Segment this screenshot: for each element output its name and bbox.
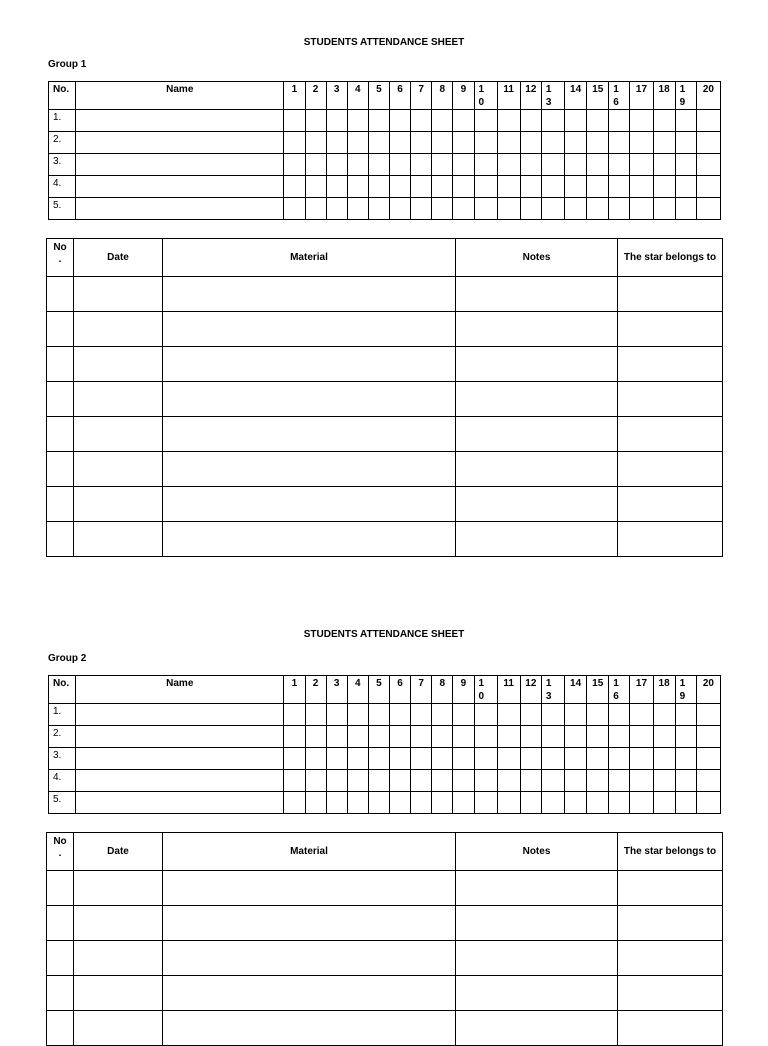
column-header-date: Date <box>74 239 163 277</box>
column-header-day: 4 <box>347 82 368 110</box>
sheet-title: STUDENTS ATTENDANCE SHEET <box>303 629 465 640</box>
column-header-day: 18 <box>653 676 675 704</box>
notes-cell[interactable] <box>456 452 618 487</box>
table-row <box>47 487 723 522</box>
star-cell[interactable] <box>618 1011 723 1046</box>
column-header-notes: Notes <box>456 833 618 871</box>
column-header-no: No. <box>49 82 76 110</box>
notes-cell[interactable] <box>456 417 618 452</box>
table-row <box>47 417 723 452</box>
row-number: 2. <box>49 726 76 748</box>
date-cell[interactable] <box>74 347 163 382</box>
column-header-day: 1 <box>284 82 305 110</box>
name-cell[interactable] <box>76 770 284 792</box>
column-header-no: No . <box>47 239 74 277</box>
table-row <box>49 110 721 132</box>
row-number: 5. <box>49 792 76 814</box>
star-cell[interactable] <box>618 382 723 417</box>
column-header-day: 3 <box>326 82 347 110</box>
notes-cell[interactable] <box>456 487 618 522</box>
star-cell[interactable] <box>618 452 723 487</box>
name-cell[interactable] <box>76 704 284 726</box>
date-cell[interactable] <box>74 417 163 452</box>
table-row <box>49 704 721 726</box>
column-header-no: No. <box>49 676 76 704</box>
notes-cell[interactable] <box>456 382 618 417</box>
date-cell[interactable] <box>74 941 163 976</box>
star-cell[interactable] <box>618 871 723 906</box>
column-header-day: 1 6 <box>609 676 630 704</box>
column-header-day: 1 9 <box>675 676 696 704</box>
name-cell[interactable] <box>76 154 284 176</box>
column-header-name: Name <box>76 676 284 704</box>
date-cell[interactable] <box>74 487 163 522</box>
material-cell[interactable] <box>163 871 456 906</box>
material-cell[interactable] <box>163 382 456 417</box>
column-header-notes: Notes <box>456 239 618 277</box>
column-header-day: 1 <box>284 676 305 704</box>
row-number: 3. <box>49 154 76 176</box>
table-row <box>47 906 723 941</box>
name-cell[interactable] <box>76 176 284 198</box>
star-cell[interactable] <box>618 487 723 522</box>
material-cell[interactable] <box>163 347 456 382</box>
material-cell[interactable] <box>163 1011 456 1046</box>
column-header-day: 9 <box>453 82 474 110</box>
column-header-day: 20 <box>696 82 720 110</box>
table-row <box>47 277 723 312</box>
table-row <box>49 176 721 198</box>
row-number: 1. <box>49 704 76 726</box>
date-cell[interactable] <box>74 277 163 312</box>
lesson-log-table <box>46 832 723 1046</box>
date-cell[interactable] <box>74 906 163 941</box>
column-header-day: 4 <box>347 676 368 704</box>
column-header-day: 9 <box>453 676 474 704</box>
column-header-day: 8 <box>432 676 453 704</box>
table-row <box>47 347 723 382</box>
table-row <box>47 312 723 347</box>
column-header-day: 14 <box>565 82 587 110</box>
name-cell[interactable] <box>76 748 284 770</box>
column-header-day: 3 <box>326 676 347 704</box>
notes-cell[interactable] <box>456 277 618 312</box>
attendance-table <box>48 675 721 814</box>
material-cell[interactable] <box>163 941 456 976</box>
sheet-title: STUDENTS ATTENDANCE SHEET <box>303 37 465 48</box>
table-row <box>49 726 721 748</box>
date-cell[interactable] <box>74 382 163 417</box>
attendance-table <box>48 81 721 220</box>
star-cell[interactable] <box>618 312 723 347</box>
column-header-star: The star belongs to <box>618 239 723 277</box>
star-cell[interactable] <box>618 522 723 557</box>
group-label: Group 2 <box>48 653 87 664</box>
column-header-day: 8 <box>432 82 453 110</box>
column-header-day: 7 <box>411 676 432 704</box>
star-cell[interactable] <box>618 347 723 382</box>
date-cell[interactable] <box>74 1011 163 1046</box>
table-row <box>47 452 723 487</box>
material-cell[interactable] <box>163 277 456 312</box>
column-header-material: Material <box>163 239 456 277</box>
column-header-star: The star belongs to <box>618 833 723 871</box>
table-row <box>47 1011 723 1046</box>
column-header-day: 15 <box>587 82 609 110</box>
date-cell[interactable] <box>74 522 163 557</box>
column-header-day: 11 <box>497 676 520 704</box>
table-row <box>47 941 723 976</box>
table-row <box>47 871 723 906</box>
column-header-day: 5 <box>368 82 389 110</box>
material-cell[interactable] <box>163 452 456 487</box>
star-cell[interactable] <box>618 976 723 1011</box>
table-row <box>49 792 721 814</box>
name-cell[interactable] <box>76 132 284 154</box>
row-number: 5. <box>49 198 76 220</box>
table-row <box>49 198 721 220</box>
star-cell[interactable] <box>618 417 723 452</box>
notes-cell[interactable] <box>456 522 618 557</box>
row-number: 3. <box>49 748 76 770</box>
column-header-no: No . <box>47 833 74 871</box>
log-header-row <box>47 239 723 277</box>
material-cell[interactable] <box>163 487 456 522</box>
column-header-day: 2 <box>305 676 326 704</box>
column-header-day: 14 <box>565 676 587 704</box>
table-row <box>47 522 723 557</box>
date-cell[interactable] <box>74 312 163 347</box>
name-cell[interactable] <box>76 726 284 748</box>
notes-cell[interactable] <box>456 1011 618 1046</box>
column-header-day: 17 <box>630 676 653 704</box>
star-cell[interactable] <box>618 277 723 312</box>
material-cell[interactable] <box>163 906 456 941</box>
attendance-header-row <box>49 82 721 110</box>
column-header-day: 20 <box>696 676 720 704</box>
log-header-row <box>47 833 723 871</box>
table-row <box>47 382 723 417</box>
notes-cell[interactable] <box>456 347 618 382</box>
notes-cell[interactable] <box>456 906 618 941</box>
table-row <box>49 770 721 792</box>
column-header-name: Name <box>76 82 284 110</box>
column-header-day: 7 <box>411 82 432 110</box>
date-cell[interactable] <box>74 452 163 487</box>
date-cell[interactable] <box>74 976 163 1011</box>
group-label: Group 1 <box>48 59 87 70</box>
column-header-day: 18 <box>653 82 675 110</box>
material-cell[interactable] <box>163 417 456 452</box>
column-header-day: 5 <box>368 676 389 704</box>
row-number: 2. <box>49 132 76 154</box>
column-header-date: Date <box>74 833 163 871</box>
lesson-log-table <box>46 238 723 557</box>
star-cell[interactable] <box>618 906 723 941</box>
column-header-day: 1 9 <box>675 82 696 110</box>
column-header-day: 1 3 <box>541 82 564 110</box>
row-number: 4. <box>49 770 76 792</box>
table-row <box>47 976 723 1011</box>
notes-cell[interactable] <box>456 871 618 906</box>
column-header-day: 2 <box>305 82 326 110</box>
column-header-day: 12 <box>520 676 541 704</box>
table-row <box>49 154 721 176</box>
column-header-day: 1 0 <box>474 676 497 704</box>
column-header-day: 12 <box>520 82 541 110</box>
material-cell[interactable] <box>163 312 456 347</box>
star-cell[interactable] <box>618 941 723 976</box>
column-header-material: Material <box>163 833 456 871</box>
column-header-day: 1 3 <box>541 676 564 704</box>
row-number: 1. <box>49 110 76 132</box>
column-header-day: 6 <box>390 82 411 110</box>
name-cell[interactable] <box>76 792 284 814</box>
notes-cell[interactable] <box>456 941 618 976</box>
column-header-day: 17 <box>630 82 653 110</box>
attendance-header-row <box>49 676 721 704</box>
material-cell[interactable] <box>163 976 456 1011</box>
column-header-day: 1 6 <box>609 82 630 110</box>
row-number: 4. <box>49 176 76 198</box>
column-header-day: 11 <box>497 82 520 110</box>
table-row <box>49 132 721 154</box>
table-row <box>49 748 721 770</box>
column-header-day: 6 <box>390 676 411 704</box>
date-cell[interactable] <box>74 871 163 906</box>
notes-cell[interactable] <box>456 312 618 347</box>
name-cell[interactable] <box>76 198 284 220</box>
name-cell[interactable] <box>76 110 284 132</box>
material-cell[interactable] <box>163 522 456 557</box>
column-header-day: 15 <box>587 676 609 704</box>
notes-cell[interactable] <box>456 976 618 1011</box>
column-header-day: 1 0 <box>474 82 497 110</box>
